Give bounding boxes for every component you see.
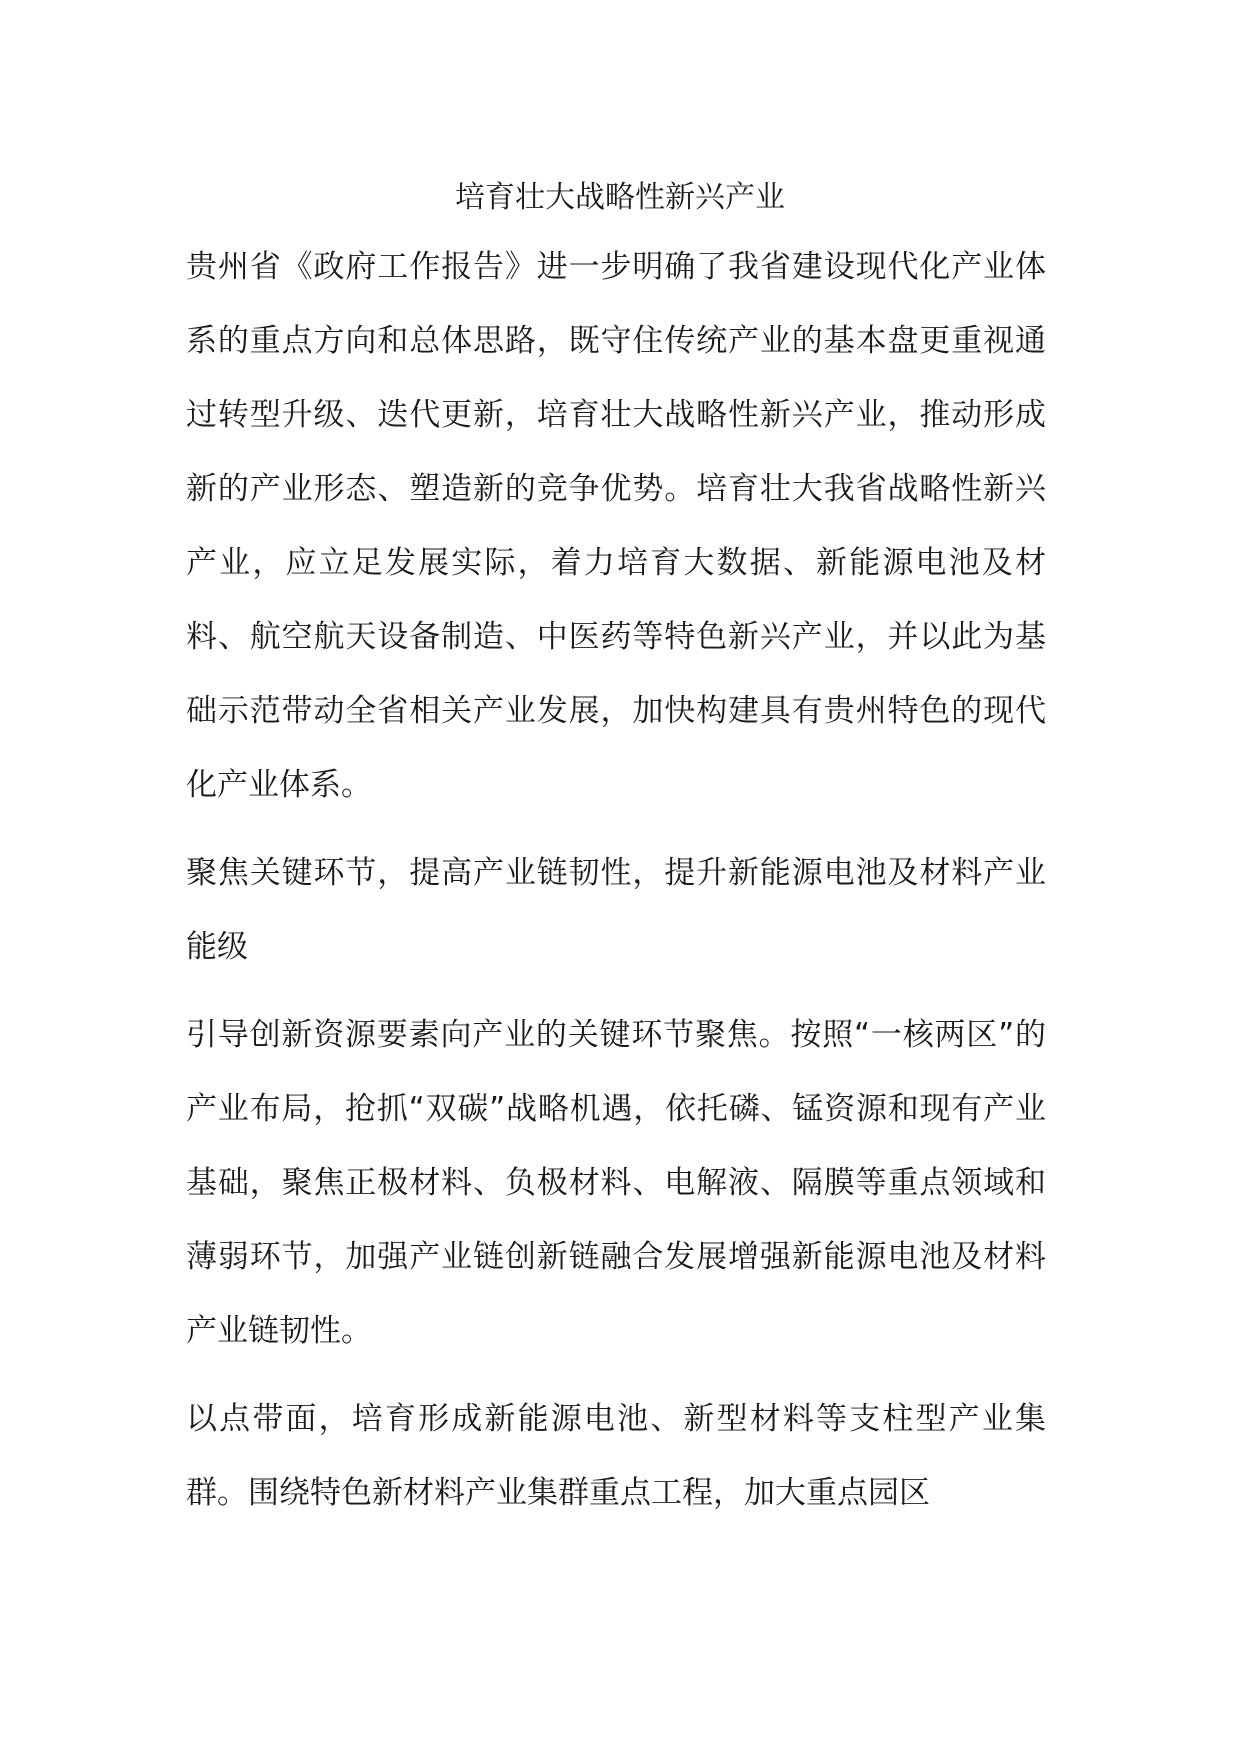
paragraph-intro: 贵州省《政府工作报告》进一步明确了我省建设现代化产业体系的重点方向和总体思路，既守住传统产业的基本盘更重视通过转型升级、迭代更新，培育壮大战略性新兴产业，推动形成新的产业形态、塑造新的竞争优势。培育壮大我省战略性新兴产业，应立足发展实际，着力培育大数据、新能源电池及材料、航空航天设备制造、中医药等特色新兴产业，并以此为基础示范带动全省相关产业发展，加快构建具有贵州特色的现代化产业体系。 <box>186 249 1046 803</box>
paragraph-industry-clusters: 以点带面，培育形成新能源电池、新型材料等支柱型产业集群。围绕特色新材料产业集群重点工程，加大重点园区 <box>186 1401 1046 1511</box>
document-title: 培育壮大战略性新兴产业 <box>455 180 785 215</box>
paragraph-key-links: 引导创新资源要素向产业的关键环节聚焦。按照“一核两区”的产业布局，抢抓“双碳”战略机遇，依托磷、锰资源和现有产业基础，聚焦正极材料、负极材料、电解液、隔膜等重点领域和薄弱环节，加强产业链创新链融合发展增强新能源电池及材料产业链韧性。 <box>186 1017 1046 1349</box>
paragraph-section-heading: 聚焦关键环节，提高产业链韧性，提升新能源电池及材料产业能级 <box>186 855 1046 965</box>
document-body <box>186 230 1046 1544</box>
